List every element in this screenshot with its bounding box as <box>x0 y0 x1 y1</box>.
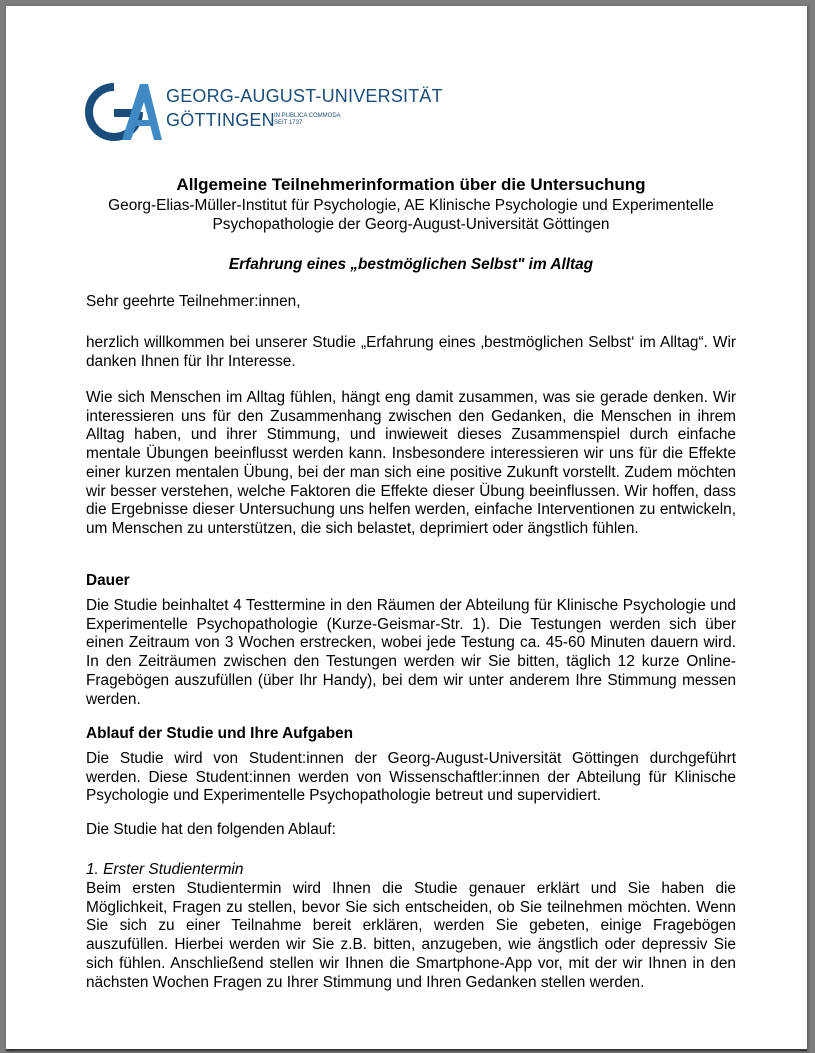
university-motto <box>274 113 341 127</box>
university-logo <box>84 80 443 144</box>
procedure-heading: Ablauf der Studie und Ihre Aufgaben <box>86 725 354 742</box>
intro-paragraph: Wie sich Menschen im Alltag fühlen, hängt eng damit zusammen, was sie gerade denken. Wir interessieren uns für den Zusammenhang zwischen den Gedanken, die Menschen in ihrem Alltag haben, und ihrer Stimmung, und inwieweit dieses Zusammenspiel durch einfache mentale Übungen beeinflusst werden kann. Insbesondere interessieren wir uns für die Effekte einer kurzen mentalen Übung, bei der man sich eine positive Zukunft vorstellt. Zudem möchten wir besser verstehen, welche Faktoren die Effekte dieser Übung beeinflussen. Wir hoffen, dass die Ergebnisse dieser Untersuchung uns helfen werden, einfache Interventionen zu entwickeln, um Menschen zu unterstützen, die sich belastet, deprimiert oder ängstlich fühlen. <box>86 389 736 537</box>
university-name-line2: GÖTTINGEN <box>166 110 275 130</box>
document-title: Allgemeine Teilnehmerinformation über die Untersuchung <box>176 175 646 194</box>
motto-line1: IN PUBLICA COMMODA <box>274 113 341 119</box>
first-appointment-heading: 1. Erster Studientermin <box>86 861 244 878</box>
duration-paragraph: Die Studie beinhaltet 4 Testtermine in den Räumen der Abteilung für Klinische Psychologie und Experimentelle Psychopathologie (Kurze-Geismar-Str. 1). Die Testungen werden sich über einen Zeitraum von 3 Wochen erstrecken, wobei jede Testung ca. 45-60 Minuten dauern wird. In den Zeiträumen zwischen den Testungen werden wir Sie bitten, täglich 12 kurze Online-Fragebögen auszufüllen (über Ihr Handy), bei dem wir unter anderem Ihre Stimmung messen werden. <box>86 597 736 708</box>
procedure-paragraph: Die Studie wird von Student:innen der Georg-August-Universität Göttingen durchgeführt werden. Diese Student:innen werden von Wissenschaftler:innen der Abteilung für Klinische Psychologie und Experimentelle Psychopathologie betreut und supervidiert. <box>86 750 736 805</box>
subtitle-line2: Psychopathologie der Georg-August-Universität Göttingen <box>212 216 610 233</box>
ga-logo-icon <box>84 80 162 144</box>
document-page <box>6 6 807 1051</box>
university-name-line1: GEORG-AUGUST-UNIVERSITÄT <box>166 86 443 106</box>
duration-heading: Dauer <box>86 572 130 589</box>
page-bottom-edge <box>6 1049 807 1051</box>
motto-line2: SEIT 1737 <box>274 120 303 126</box>
study-title: Erfahrung eines „bestmöglichen Selbst" im Alltag <box>228 256 594 273</box>
first-appointment-paragraph: Beim ersten Studientermin wird Ihnen die Studie genauer erklärt und Sie haben die Möglichkeit, Fragen zu stellen, bevor Sie sich entscheiden, ob Sie teilnehmen möchten. Wenn Sie sich zu einer Teilnahme bereit erklären, werden Sie gebeten, einige Fragebögen auszufüllen. Hierbei werden wir Sie z.B. bitten, anzugeben, wie ängstlich oder depressiv Sie sich fühlen. Anschließend stellen wir Ihnen die Smartphone-App vor, mit der wir Ihnen in den nächsten Wochen Fragen zu Ihrer Stimmung und Ihren Gedanken stellen werden. <box>86 880 736 991</box>
salutation: Sehr geehrte Teilnehmer:innen, <box>86 293 301 310</box>
subtitle-line1: Georg-Elias-Müller-Institut für Psychologie, AE Klinische Psychologie und Experimentelle <box>108 197 714 214</box>
document-subtitle <box>86 196 736 234</box>
sequence-intro: Die Studie hat den folgenden Ablauf: <box>86 821 336 838</box>
welcome-paragraph: herzlich willkommen bei unserer Studie „Erfahrung eines ‚bestmöglichen Selbst‘ im Alltag“. Wir danken Ihnen für Ihr Interesse. <box>86 334 736 370</box>
